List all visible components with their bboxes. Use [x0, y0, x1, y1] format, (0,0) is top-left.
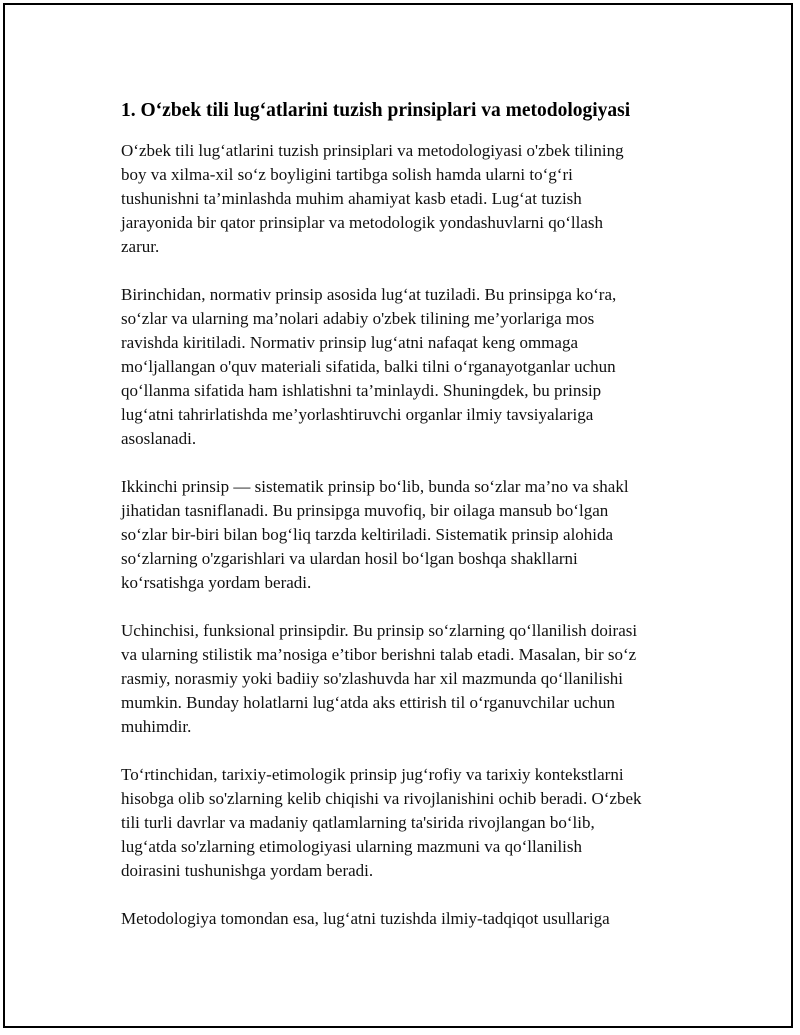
text-line: Birinchidan, normativ prinsip asosida lug‘at tuziladi. Bu prinsipga ko‘ra, [121, 285, 617, 304]
text-line: Ikkinchi prinsip — sistematik prinsip bo‘lib, bunda so‘zlar ma’no va shakl [121, 477, 629, 496]
paragraph-systematic-principle [121, 475, 693, 595]
text-line: asoslanadi. [121, 429, 197, 448]
text-line: hisobga olib so'zlarning kelib chiqishi va rivojlanishini ochib beradi. O‘zbek [121, 789, 642, 808]
text-line: mumkin. Bunday holatlarni lug‘atda aks ettirish til o‘rganuvchilar uchun [121, 693, 615, 712]
text-line: va ularning stilistik ma’nosiga e’tibor berishni talab etadi. Masalan, bir so‘z [121, 645, 637, 664]
text-line: Metodologiya tomondan esa, lug‘atni tuzishda ilmiy-tadqiqot usullariga [121, 909, 610, 928]
text-line: lug‘atni tahrirlatishda me’yorlashtiruvchi organlar ilmiy tavsiyalariga [121, 405, 594, 424]
text-line: qo‘llanma sifatida ham ishlatishni ta’minlaydi. Shuningdek, bu prinsip [121, 381, 602, 400]
text-line: mo‘ljallangan o'quv materiali sifatida, balki tilni o‘rganayotganlar uchun [121, 357, 616, 376]
text-line: jarayonida bir qator prinsiplar va metodologik yondashuvlarni qo‘llash [121, 213, 604, 232]
paragraph-methodology [121, 907, 693, 931]
text-line: muhimdir. [121, 717, 192, 736]
text-line: lug‘atda so'zlarning etimologiyasi ularning mazmuni va qo‘llanilish [121, 837, 583, 856]
text-line: To‘rtinchidan, tarixiy-etimologik prinsip jug‘rofiy va tarixiy kontekstlarni [121, 765, 624, 784]
text-line: ravishda kiritiladi. Normativ prinsip lug‘atni nafaqat keng ommaga [121, 333, 578, 352]
text-line: boy va xilma-xil so‘z boyligini tartibga solish hamda ularni to‘g‘ri [121, 165, 573, 184]
paragraph-historical-principle [121, 763, 693, 883]
section-heading: 1. O‘zbek tili lug‘atlarini tuzish prinsiplari va metodologiyasi [121, 100, 631, 121]
text-line: tushunishni ta’minlashda muhim ahamiyat kasb etadi. Lug‘at tuzish [121, 189, 582, 208]
page-frame [3, 3, 793, 1028]
paragraph-intro [121, 139, 693, 259]
text-line: tili turli davrlar va madaniy qatlamlarning ta'sirida rivojlangan bo‘lib, [121, 813, 595, 832]
text-line: rasmiy, norasmiy yoki badiiy so'zlashuvda har xil mazmunda qo‘llanilishi [121, 669, 623, 688]
paragraph-functional-principle [121, 619, 693, 739]
text-line: zarur. [121, 237, 160, 256]
text-line: jihatidan tasniflanadi. Bu prinsipga muvofiq, bir oilaga mansub bo‘lgan [121, 501, 609, 520]
text-line: so‘zlar bir-biri bilan bog‘liq tarzda keltiriladi. Sistematik prinsip alohida [121, 525, 614, 544]
text-line: so‘zlarning o'zgarishlari va ulardan hosil bo‘lgan boshqa shakllarni [121, 549, 578, 568]
text-line: doirasini tushunishga yordam beradi. [121, 861, 374, 880]
text-line: O‘zbek tili lug‘atlarini tuzish prinsiplari va metodologiyasi o'zbek tilining [121, 141, 624, 160]
text-line: so‘zlar va ularning ma’nolari adabiy o'zbek tilining me’yorlariga mos [121, 309, 595, 328]
text-line: ko‘rsatishga yordam beradi. [121, 573, 312, 592]
paragraph-normative-principle [121, 283, 693, 451]
document-content [121, 97, 693, 955]
text-line: Uchinchisi, funksional prinsipdir. Bu prinsip so‘zlarning qo‘llanilish doirasi [121, 621, 638, 640]
